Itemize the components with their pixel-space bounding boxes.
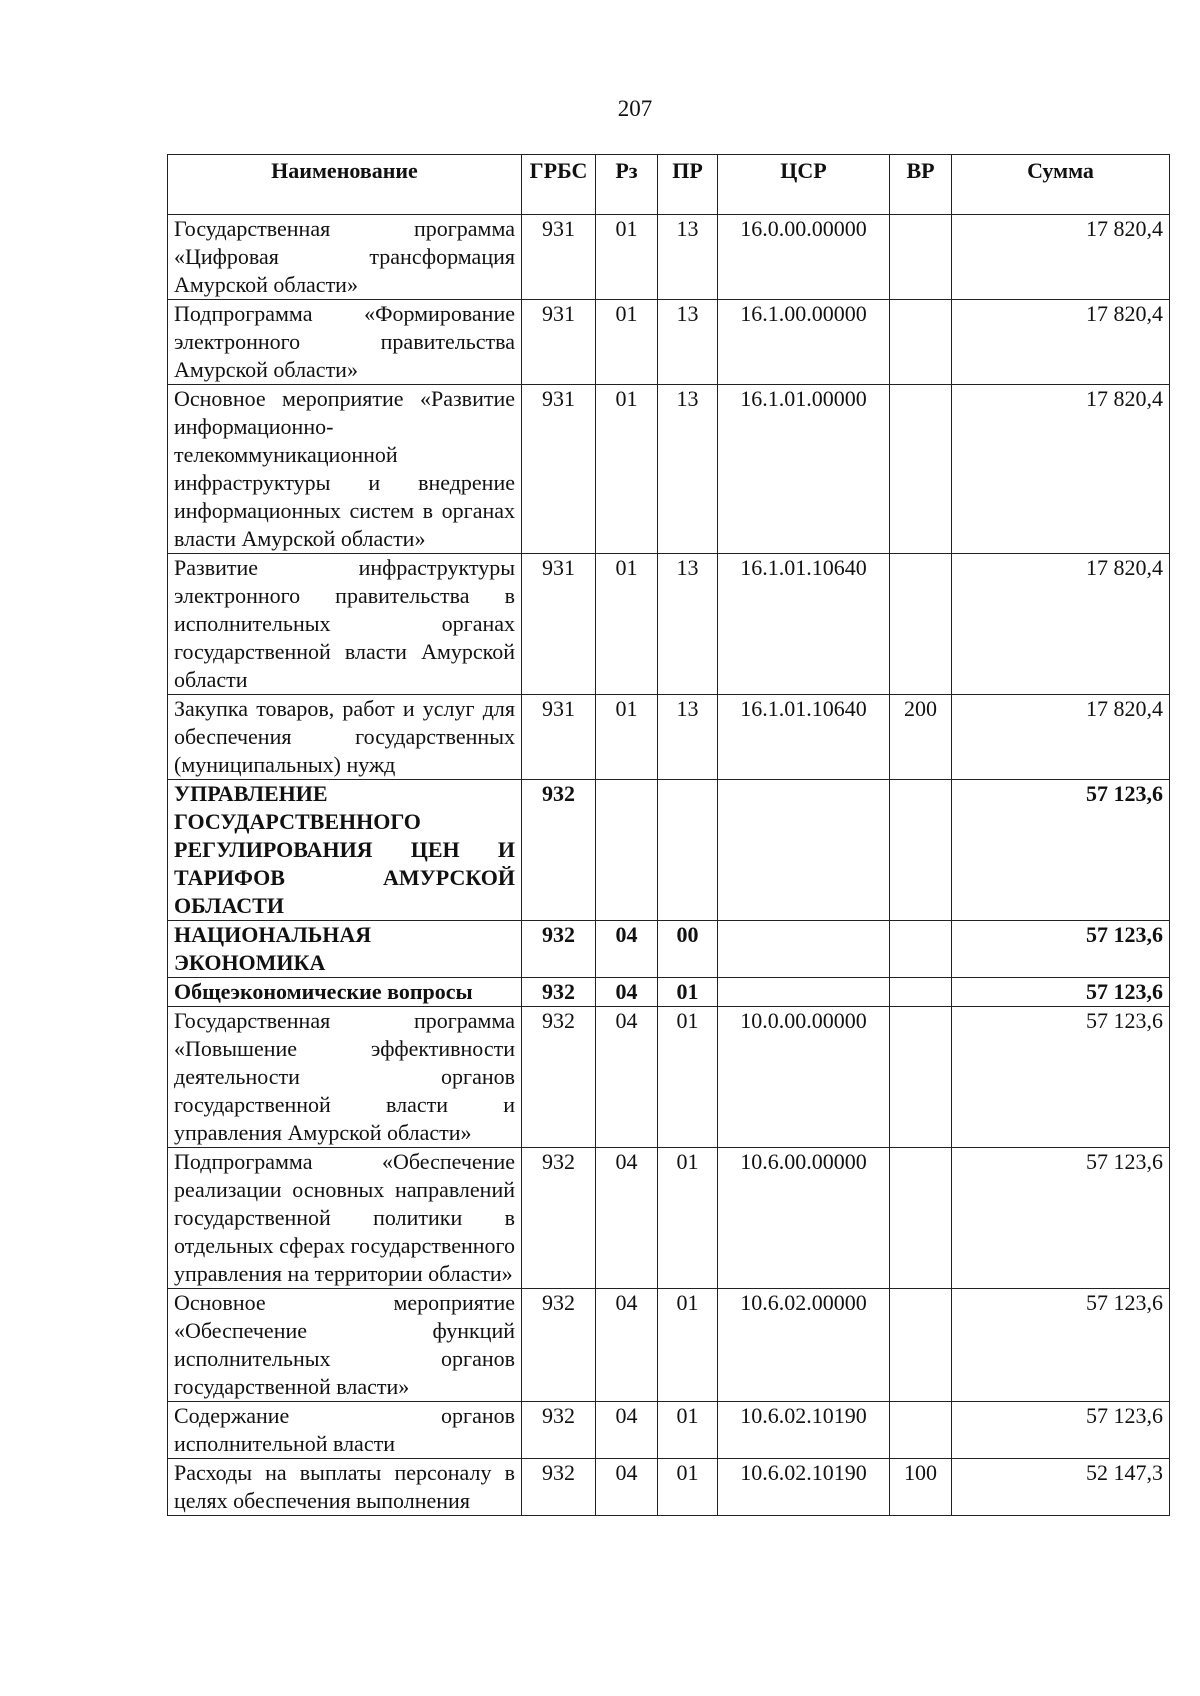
cell-pr: 00 — [658, 921, 718, 978]
cell-pr: 01 — [658, 1148, 718, 1289]
cell-vr: 100 — [890, 1459, 952, 1516]
cell-csr — [718, 978, 890, 1007]
cell-pr: 13 — [658, 300, 718, 385]
cell-vr — [890, 978, 952, 1007]
cell-pr: 13 — [658, 695, 718, 780]
cell-rz: 01 — [596, 300, 658, 385]
cell-sum: 57 123,6 — [952, 1402, 1170, 1459]
header-name: Наименование — [168, 155, 522, 215]
table-row — [168, 1148, 1170, 1289]
cell-vr — [890, 780, 952, 921]
table-row — [168, 978, 1170, 1007]
cell-pr: 13 — [658, 385, 718, 554]
header-rz: Рз — [596, 155, 658, 215]
cell-csr: 10.6.02.00000 — [718, 1289, 890, 1402]
cell-pr: 01 — [658, 1402, 718, 1459]
table-row — [168, 695, 1170, 780]
cell-sum: 17 820,4 — [952, 385, 1170, 554]
cell-pr: 01 — [658, 1007, 718, 1148]
cell-sum: 17 820,4 — [952, 554, 1170, 695]
cell-name: Содержание органов исполнительной власти — [168, 1402, 522, 1459]
cell-sum: 17 820,4 — [952, 300, 1170, 385]
cell-grbs: 932 — [522, 1402, 596, 1459]
cell-rz: 04 — [596, 1402, 658, 1459]
cell-vr: 200 — [890, 695, 952, 780]
cell-csr: 16.1.01.10640 — [718, 695, 890, 780]
header-pr: ПР — [658, 155, 718, 215]
table-row — [168, 385, 1170, 554]
cell-rz: 01 — [596, 554, 658, 695]
page-number: 207 — [617, 96, 653, 121]
cell-name: Основное мероприятие «Обеспечение функций исполнительных органов государственной власти» — [168, 1289, 522, 1402]
cell-grbs: 932 — [522, 921, 596, 978]
cell-vr — [890, 385, 952, 554]
cell-vr — [890, 1148, 952, 1289]
cell-name: Государственная программа «Цифровая трансформация Амурской области» — [168, 215, 522, 300]
cell-name: УПРАВЛЕНИЕ ГОСУДАРСТВЕННОГО РЕГУЛИРОВАНИЯ ЦЕН И ТАРИФОВ АМУРСКОЙ ОБЛАСТИ — [168, 780, 522, 921]
cell-rz — [596, 780, 658, 921]
table-row — [168, 554, 1170, 695]
cell-rz: 04 — [596, 1007, 658, 1148]
cell-grbs: 931 — [522, 300, 596, 385]
cell-sum: 17 820,4 — [952, 215, 1170, 300]
cell-rz: 04 — [596, 1459, 658, 1516]
cell-pr — [658, 780, 718, 921]
cell-csr: 16.1.00.00000 — [718, 300, 890, 385]
cell-csr: 16.0.00.00000 — [718, 215, 890, 300]
cell-name: Расходы на выплаты персоналу в целях обеспечения выполнения — [168, 1459, 522, 1516]
cell-rz: 04 — [596, 1148, 658, 1289]
cell-rz: 04 — [596, 1289, 658, 1402]
cell-grbs: 932 — [522, 780, 596, 921]
cell-vr — [890, 1402, 952, 1459]
cell-vr — [890, 921, 952, 978]
cell-name: Развитие инфраструктуры электронного правительства в исполнительных органах государственной власти Амурской области — [168, 554, 522, 695]
cell-pr: 13 — [658, 554, 718, 695]
cell-grbs: 931 — [522, 554, 596, 695]
cell-pr: 01 — [658, 1459, 718, 1516]
cell-csr — [718, 780, 890, 921]
cell-grbs: 931 — [522, 385, 596, 554]
cell-rz: 01 — [596, 385, 658, 554]
cell-sum: 57 123,6 — [952, 978, 1170, 1007]
cell-pr: 13 — [658, 215, 718, 300]
cell-grbs: 931 — [522, 695, 596, 780]
cell-sum: 17 820,4 — [952, 695, 1170, 780]
cell-grbs: 931 — [522, 215, 596, 300]
cell-pr: 01 — [658, 978, 718, 1007]
header-csr: ЦСР — [718, 155, 890, 215]
cell-csr: 16.1.01.10640 — [718, 554, 890, 695]
cell-name: Подпрограмма «Формирование электронного правительства Амурской области» — [168, 300, 522, 385]
cell-vr — [890, 300, 952, 385]
cell-rz: 04 — [596, 978, 658, 1007]
header-vr: ВР — [890, 155, 952, 215]
cell-sum: 57 123,6 — [952, 780, 1170, 921]
cell-grbs: 932 — [522, 1148, 596, 1289]
budget-table — [167, 154, 1170, 1516]
cell-csr: 10.0.00.00000 — [718, 1007, 890, 1148]
cell-vr — [890, 1007, 952, 1148]
cell-vr — [890, 554, 952, 695]
cell-sum: 52 147,3 — [952, 1459, 1170, 1516]
table-row — [168, 215, 1170, 300]
cell-rz: 01 — [596, 695, 658, 780]
cell-grbs: 932 — [522, 1007, 596, 1148]
table-row — [168, 1289, 1170, 1402]
cell-pr: 01 — [658, 1289, 718, 1402]
cell-grbs: 932 — [522, 1459, 596, 1516]
cell-name: Закупка товаров, работ и услуг для обеспечения государственных (муниципальных) нужд — [168, 695, 522, 780]
cell-name: НАЦИОНАЛЬНАЯ ЭКОНОМИКА — [168, 921, 522, 978]
cell-rz: 01 — [596, 215, 658, 300]
cell-csr: 10.6.02.10190 — [718, 1402, 890, 1459]
header-row — [168, 155, 1170, 215]
table-row — [168, 780, 1170, 921]
cell-csr: 10.6.02.10190 — [718, 1459, 890, 1516]
cell-name: Основное мероприятие «Развитие информационно-телекоммуникационной инфраструктуры и внедрение информационных систем в органах власти Амурской области» — [168, 385, 522, 554]
cell-sum: 57 123,6 — [952, 1289, 1170, 1402]
cell-vr — [890, 215, 952, 300]
cell-csr: 10.6.00.00000 — [718, 1148, 890, 1289]
cell-grbs: 932 — [522, 1289, 596, 1402]
cell-name: Общеэкономические вопросы — [168, 978, 522, 1007]
cell-grbs: 932 — [522, 978, 596, 1007]
table-row — [168, 1007, 1170, 1148]
table-row — [168, 1402, 1170, 1459]
table-row — [168, 300, 1170, 385]
cell-rz: 04 — [596, 921, 658, 978]
table-row — [168, 1459, 1170, 1516]
cell-sum: 57 123,6 — [952, 1007, 1170, 1148]
cell-sum: 57 123,6 — [952, 1148, 1170, 1289]
cell-vr — [890, 1289, 952, 1402]
cell-name: Подпрограмма «Обеспечение реализации основных направлений государственной политики в отдельных сферах государственного управления на территории области» — [168, 1148, 522, 1289]
cell-csr — [718, 921, 890, 978]
header-sum: Сумма — [952, 155, 1170, 215]
cell-name: Государственная программа «Повышение эффективности деятельности органов государственной власти и управления Амурской области» — [168, 1007, 522, 1148]
header-grbs: ГРБС — [522, 155, 596, 215]
table-row — [168, 921, 1170, 978]
cell-sum: 57 123,6 — [952, 921, 1170, 978]
cell-csr: 16.1.01.00000 — [718, 385, 890, 554]
